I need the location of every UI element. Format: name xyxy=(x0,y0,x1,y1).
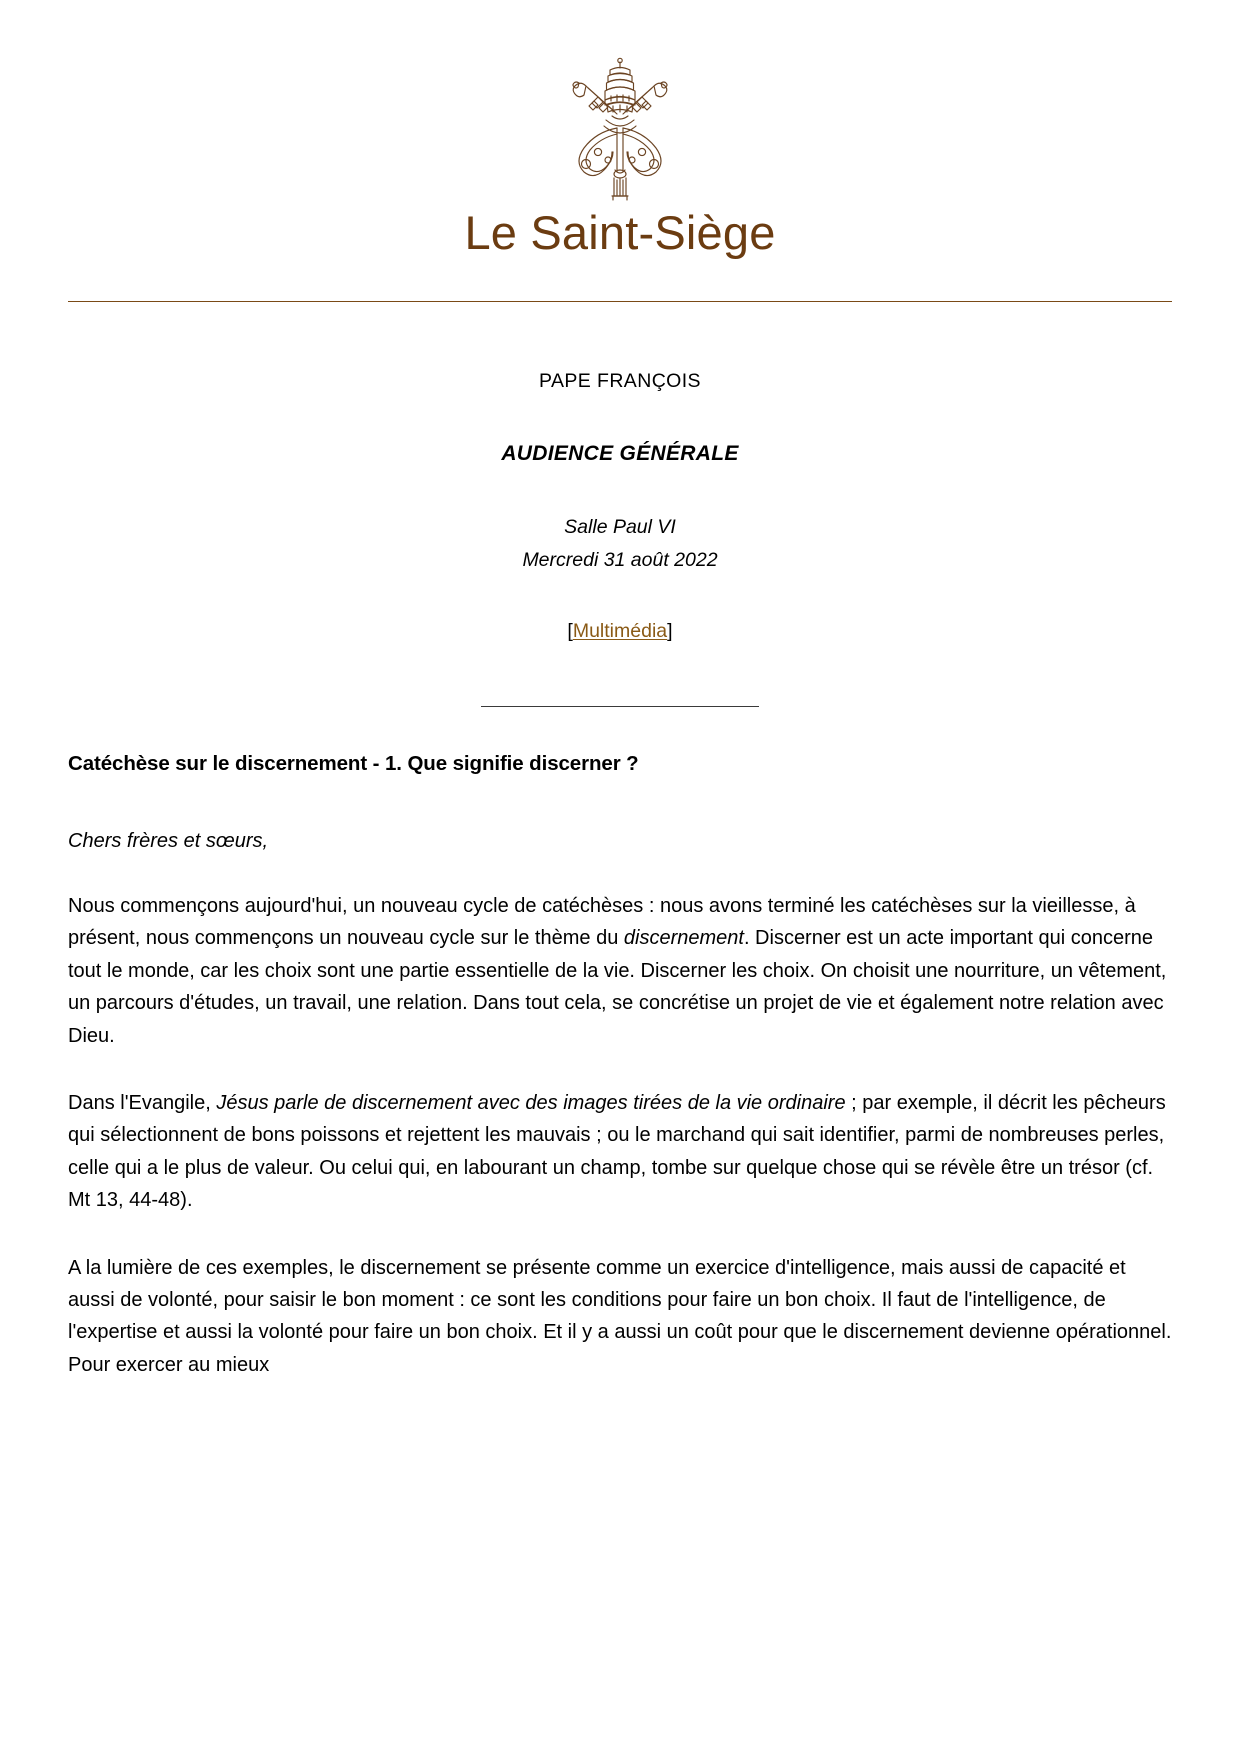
document-author: PAPE FRANÇOIS xyxy=(539,370,701,393)
paragraph-container xyxy=(68,890,1172,1381)
body-paragraph xyxy=(68,890,1172,1052)
document-kind: AUDIENCE GÉNÉRALE xyxy=(501,442,739,466)
emphasis-text: Jésus parle de discernement avec des images tirées de la vie ordinaire xyxy=(216,1091,846,1114)
multimedia-link[interactable]: Multimédia xyxy=(572,620,668,643)
document-body xyxy=(68,707,1172,1381)
plain-text: Dans l'Evangile, xyxy=(68,1091,217,1114)
emphasis-text: discernement xyxy=(623,927,744,950)
salutation: Chers frères et sœurs, xyxy=(68,829,269,852)
plain-text: A la lumière de ces exemples, le discernement se présente comme un exercice d'intelligence, mais aussi de capacité et aussi de volonté, pour saisir le bon moment : ce sont les conditions pour faire un bon choix. Il faut de l'intelligence, de l'expertise et aussi la volonté pour faire un bon choix. Et il y a aussi un coût pour que le discernement devienne opérationnel. Pour exercer au mieux xyxy=(68,1256,1172,1376)
plain-text: . Discerner est un acte important qui concerne tout le monde, car les choix sont une partie essentielle de la vie. Discerner les choix. On choisit une nourriture, un vêtement, un parcours d'études, un travail, une relation. Dans tout cela, se concrétise un projet de vie et également notre relation avec Dieu. xyxy=(68,927,1167,1047)
document-place: Salle Paul VI xyxy=(564,516,676,539)
papal-keys-tiara-emblem xyxy=(560,56,680,202)
document-header xyxy=(0,370,1240,643)
multimedia-line xyxy=(0,620,1240,643)
site-title: Le Saint-Siège xyxy=(464,206,776,259)
plain-text: ; par exemple, il décrit les pêcheurs qui sélectionnent de bons poissons et rejettent les mauvais ; ou le marchand qui sait identifier, parmi de nombreuses perles, celle qui a le plus de valeur. Ou celui qui, en labourant un champ, tombe sur quelque chose qui se révèle être un trésor (cf. Mt 13, 44-48). xyxy=(68,1091,1166,1212)
plain-text: Nous commençons aujourd'hui, un nouveau cycle de catéchèses : nous avons terminé les catéchèses sur la vieillesse, à présent, nous commençons un nouveau cycle sur le thème du xyxy=(68,894,1136,950)
site-masthead xyxy=(0,0,1240,257)
document-date: Mercredi 31 août 2022 xyxy=(522,549,718,572)
body-paragraph xyxy=(68,1252,1172,1382)
bracket-open: [ xyxy=(567,620,573,643)
body-paragraph xyxy=(68,1087,1172,1217)
bracket-close: ] xyxy=(667,620,673,643)
masthead-divider xyxy=(68,301,1172,302)
catechesis-heading: Catéchèse sur le discernement - 1. Que signifie discerner ? xyxy=(68,752,639,776)
